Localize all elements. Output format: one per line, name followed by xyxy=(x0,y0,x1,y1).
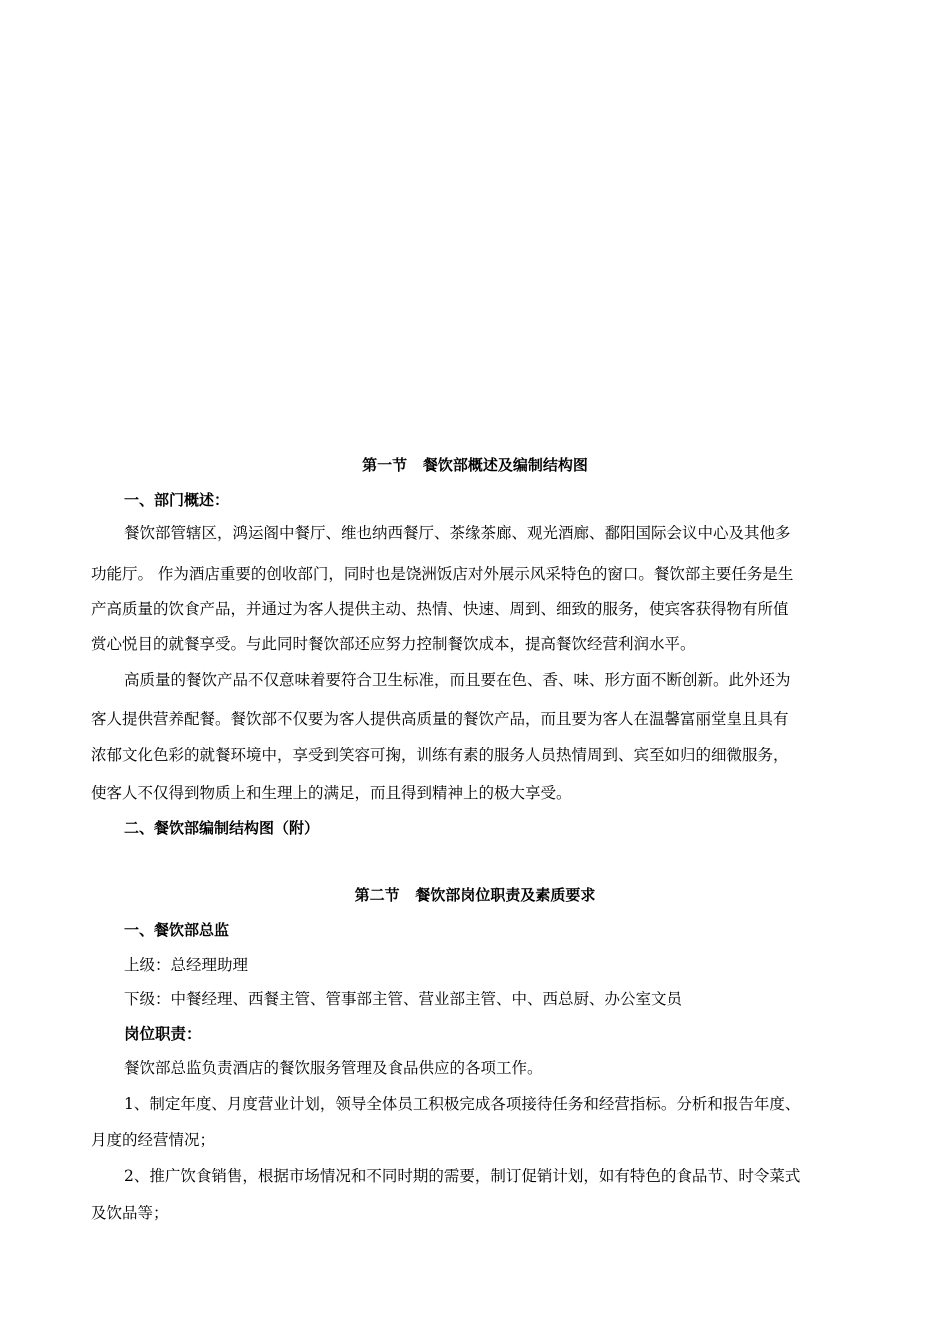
section2-title: 第二节 餐饮部岗位职责及素质要求 xyxy=(354,886,596,904)
superior-line: 上级：总经理助理 xyxy=(124,956,249,974)
paragraph-line: 产高质量的饮食产品，并通过为客人提供主动、热情、快速、周到、细致的服务，使宾客获得物有所值 xyxy=(91,600,789,618)
paragraph-line: 赏心悦目的就餐享受。与此同时餐饮部还应努力控制餐饮成本，提高餐饮经营利润水平。 xyxy=(91,635,696,653)
duty-heading: 岗位职责： xyxy=(124,1024,202,1043)
paragraph-line: 功能厅。 作为酒店重要的创收部门，同时也是饶洲饭店对外展示风采特色的窗口。餐饮部主要任务是生 xyxy=(91,565,794,583)
paragraph-line: 浓郁文化色彩的就餐环境中，享受到笑容可掬，训练有素的服务人员热情周到、宾至如归的细微服务， xyxy=(91,746,789,764)
duty-item-line: 及饮品等； xyxy=(91,1204,169,1222)
duty-intro: 餐饮部总监负责酒店的餐饮服务管理及食品供应的各项工作。 xyxy=(124,1059,543,1077)
duty-item-line: 1、制定年度、月度营业计划，领导全体员工积极完成各项接待任务和经营指标。分析和报告年度、 xyxy=(124,1095,801,1113)
paragraph-line: 餐饮部管辖区，鸿运阁中餐厅、维也纳西餐厅、茶缘茶廊、观光酒廊、鄱阳国际会议中心及其他多 xyxy=(124,524,791,542)
duty-item-line: 月度的经营情况； xyxy=(91,1131,216,1149)
duty-item-line: 2、推广饮食销售，根据市场情况和不同时期的需要，制订促销计划，如有特色的食品节、时令菜式 xyxy=(124,1167,801,1185)
section1-subheading-structure: 二、餐饮部编制结构图（附） xyxy=(124,819,320,837)
paragraph-line: 使客人不仅得到物质上和生理上的满足，而且得到精神上的极大享受。 xyxy=(91,784,572,802)
paragraph-line: 客人提供营养配餐。餐饮部不仅要为客人提供高质量的餐饮产品，而且要为客人在温馨富丽堂皇且具有 xyxy=(91,710,789,728)
subordinate-line: 下级：中餐经理、西餐主管、管事部主管、营业部主管、中、西总厨、办公室文员 xyxy=(124,990,683,1008)
section1-subheading-overview: 一、部门概述： xyxy=(124,491,230,509)
section2-subheading-director: 一、餐饮部总监 xyxy=(124,921,230,939)
paragraph-line: 高质量的餐饮产品不仅意味着要符合卫生标准，而且要在色、香、味、形方面不断创新。此外还为 xyxy=(124,671,791,689)
section1-title: 第一节 餐饮部概述及编制结构图 xyxy=(362,456,588,474)
